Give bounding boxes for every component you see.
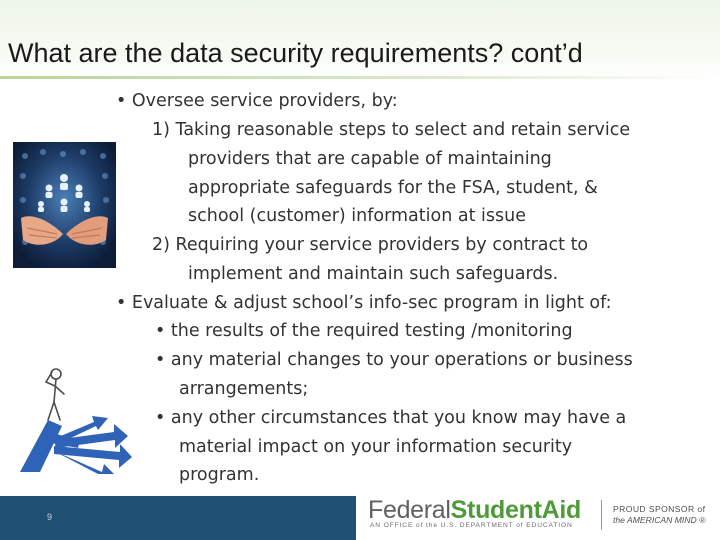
fsa-tagline: AN OFFICE of the U.S. DEPARTMENT of EDUCATION [370, 522, 573, 529]
sub-bullet-other-circumstances: • any other circumstances that you know may have a [155, 408, 627, 428]
list-item-1-continued: providers that are capable of maintaining [188, 149, 552, 169]
bullet-oversee-service-providers: • Oversee service providers, by: [116, 91, 398, 111]
list-item-2: 2) Requiring your service providers by contract to [152, 235, 589, 255]
page-number: 9 [47, 512, 53, 522]
list-item-1: 1) Taking reasonable steps to select and retain service [152, 120, 631, 140]
list-item-2-continued: implement and maintain such safeguards. [188, 264, 559, 284]
logo-federal: Federal [368, 496, 451, 524]
sponsor-text-line1: PROUD SPONSOR of [613, 504, 706, 514]
sub-bullet-continued: arrangements; [179, 379, 309, 399]
sub-bullet-continued: program. [179, 465, 260, 485]
sponsor-text-line2: the AMERICAN MIND ® [613, 515, 706, 525]
sub-bullet-material-changes: • any material changes to your operations or business [155, 350, 633, 370]
bullet-evaluate-adjust: • Evaluate & adjust school’s info-sec program in light of: [116, 293, 612, 313]
sub-bullet-continued: material impact on your information security [179, 437, 573, 457]
fsa-logo [368, 496, 581, 525]
footer-divider [601, 500, 602, 530]
list-item-1-continued: appropriate safeguards for the FSA, student, & [188, 178, 598, 198]
logo-aid: Aid [541, 496, 581, 524]
list-item-1-continued: school (customer) information at issue [188, 206, 526, 226]
footer-band [0, 496, 356, 540]
footer [0, 496, 720, 540]
logo-student: Student [450, 496, 542, 524]
slide-title: What are the data security requirements? cont’d [8, 38, 583, 68]
sub-bullet-testing: • the results of the required testing /monitoring [155, 321, 573, 341]
